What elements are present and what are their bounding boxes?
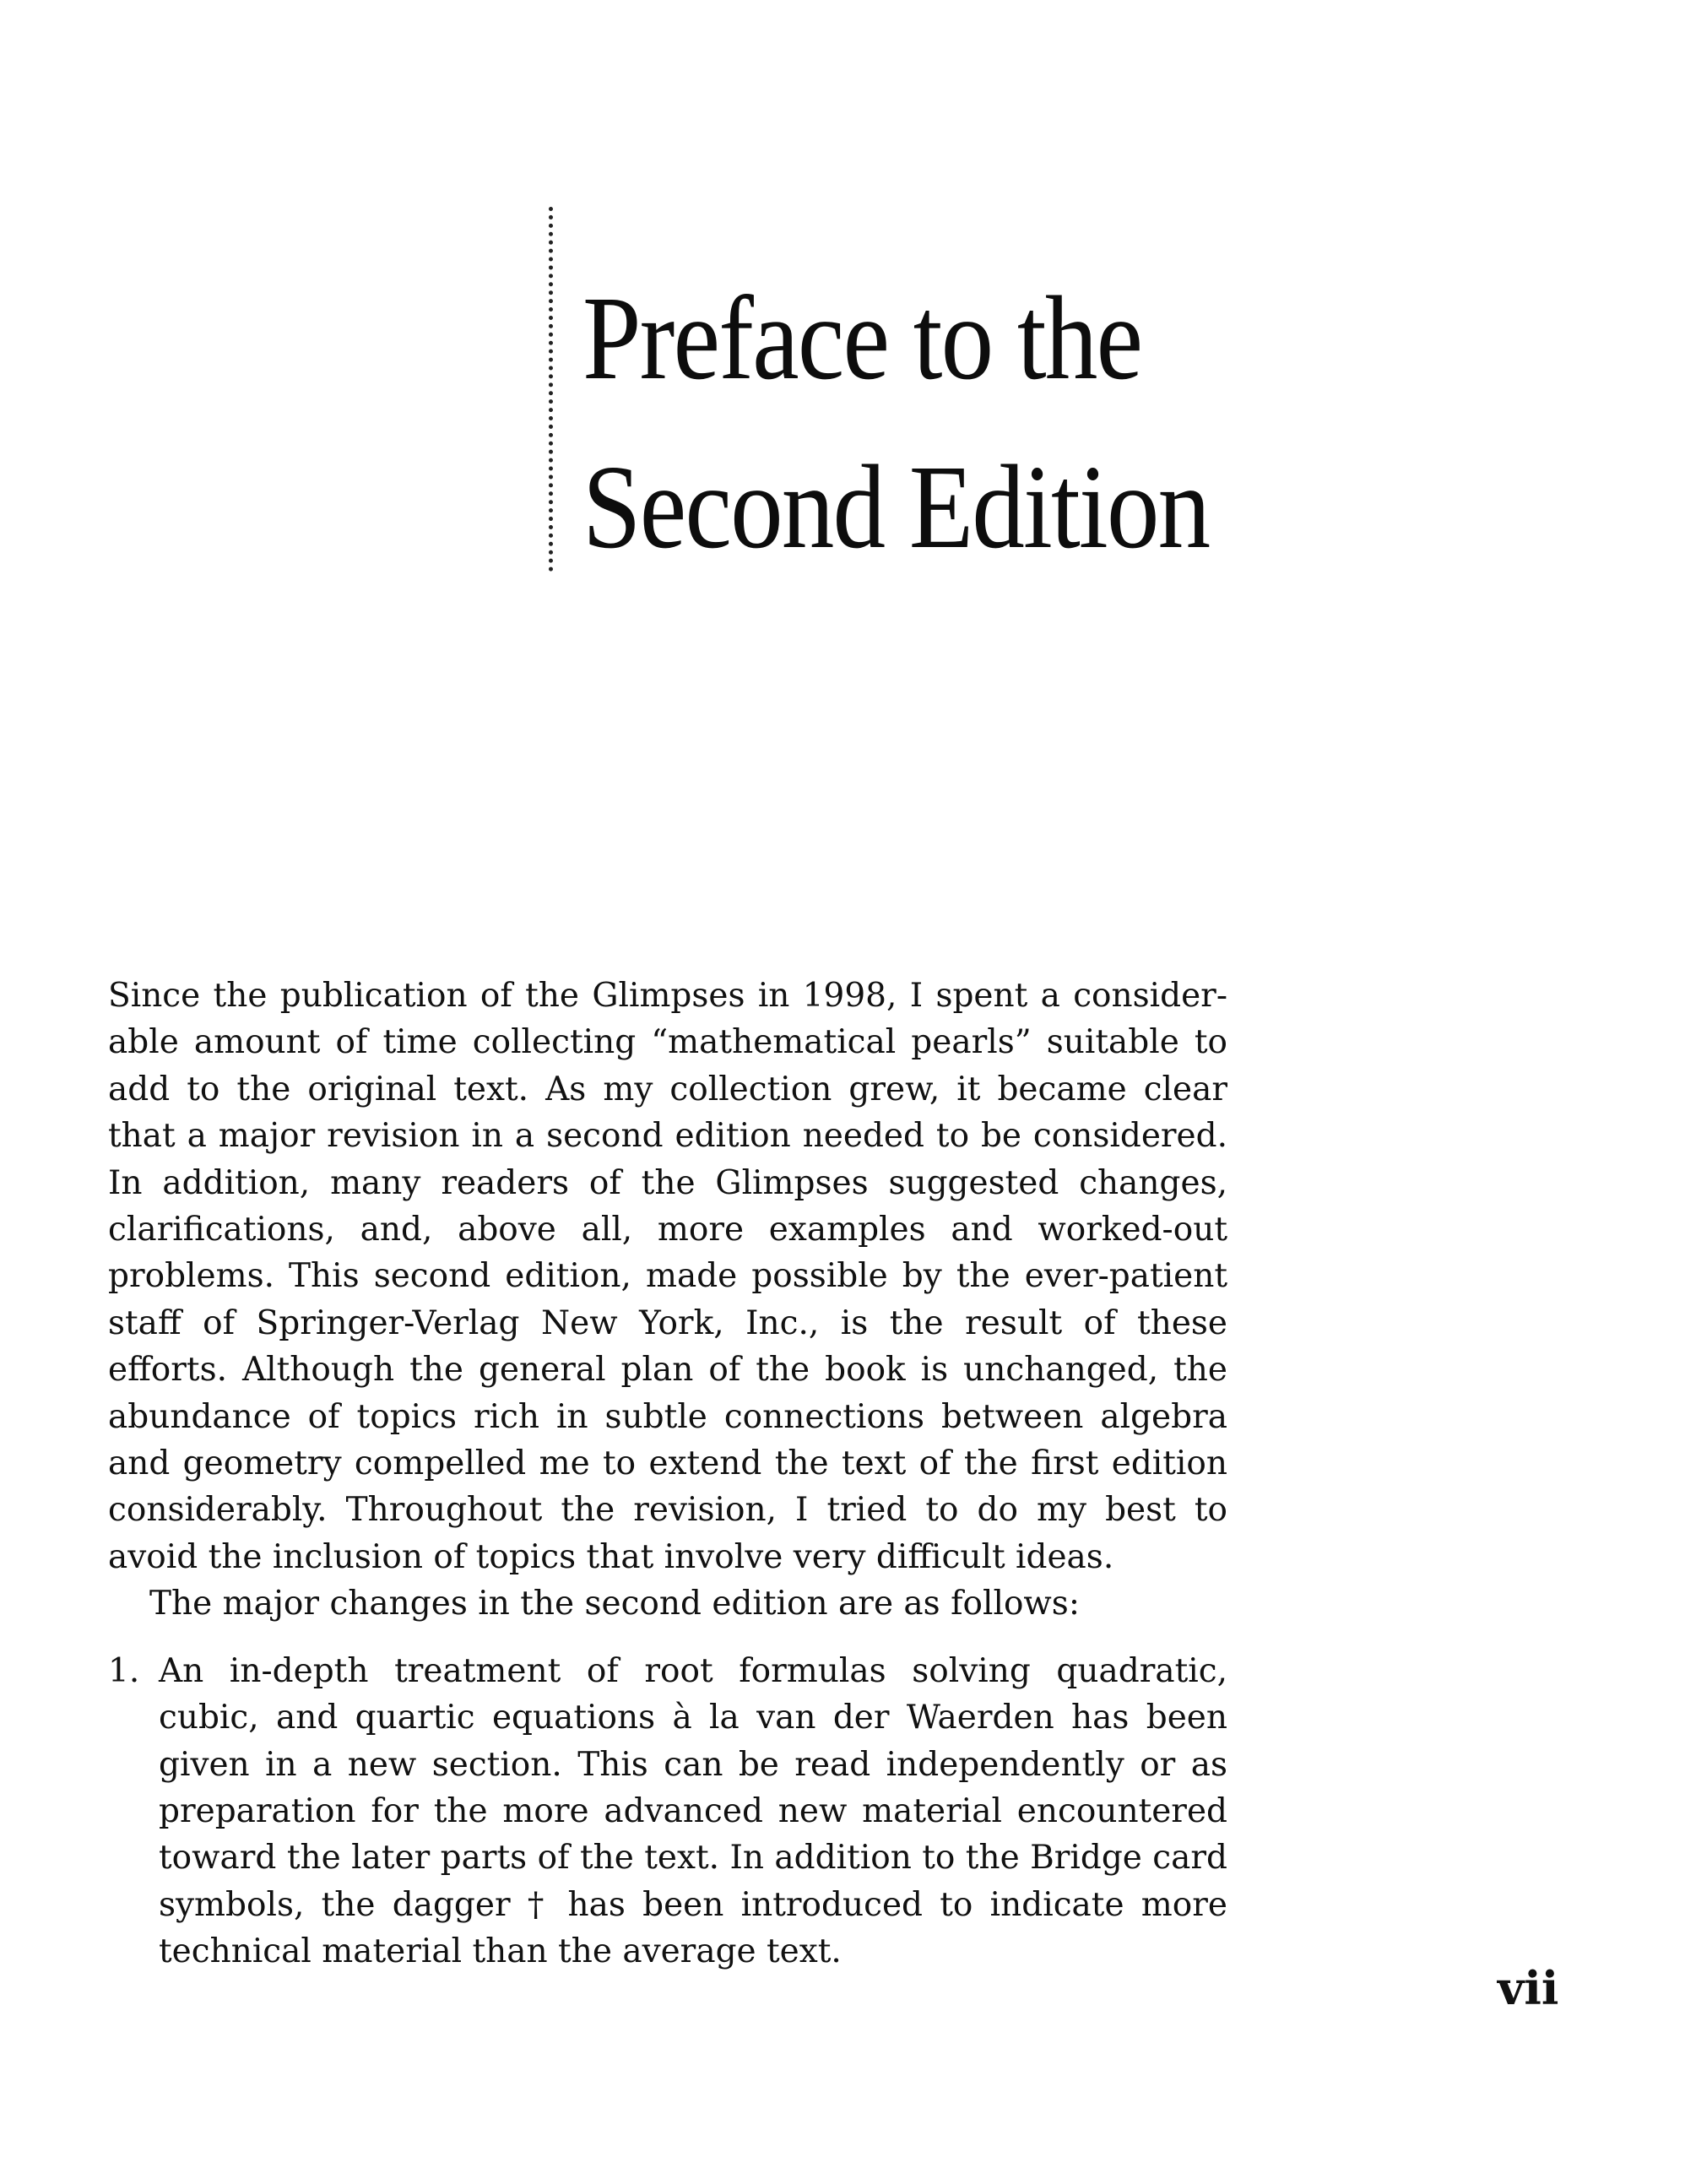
preface-paragraph-1: Since the publication of the Glimpses in 1998, I spent a considerable amount of time collecting “mathematical pearls” suitable to add to the original text. As my collection grew, it became clear that a major revision in a second edition needed to be considered. In addition, many readers of the Glimpses suggested changes, clarifications, and, above all, more examples and worked-out problems. This second edition, made possible by the ever-patient staff of Springer-Verlag New York, Inc., is the result of these efforts. Although the general plan of the book is unchanged, the abundance of topics rich in subtle connections between algebra and geometry compelled me to extend the text of the first edition considerably. Throughout the revision, I tried to do my best to avoid the inclusion of topics that involve very difficult ideas. — [108, 977, 1227, 1576]
list-item-number: 1. — [108, 1651, 140, 1690]
chapter-title-line-2: Second Edition — [582, 440, 1210, 573]
list-item-text: An in-depth treatment of root formulas solving quadratic, cubic, and quartic equations à la van der Waerden has been given in a new section. This can be read independently or as preparation for the more advanced new material encountered toward the later parts of the text. In addition to the Bridge card symbols, the dagger † has been introduced to indicate more technical material than the average text. — [159, 1651, 1227, 1971]
changes-list — [108, 1648, 1227, 1975]
chapter-title — [582, 253, 1209, 591]
page-number: vii — [1498, 1961, 1559, 2015]
preface-paragraph-2: The major changes in the second edition are as follows: — [149, 1585, 1080, 1623]
chapter-title-line-1: Preface to the — [582, 271, 1142, 404]
preface-body — [108, 973, 1227, 1975]
title-dotted-rule — [549, 207, 553, 572]
list-item — [108, 1648, 1227, 1975]
